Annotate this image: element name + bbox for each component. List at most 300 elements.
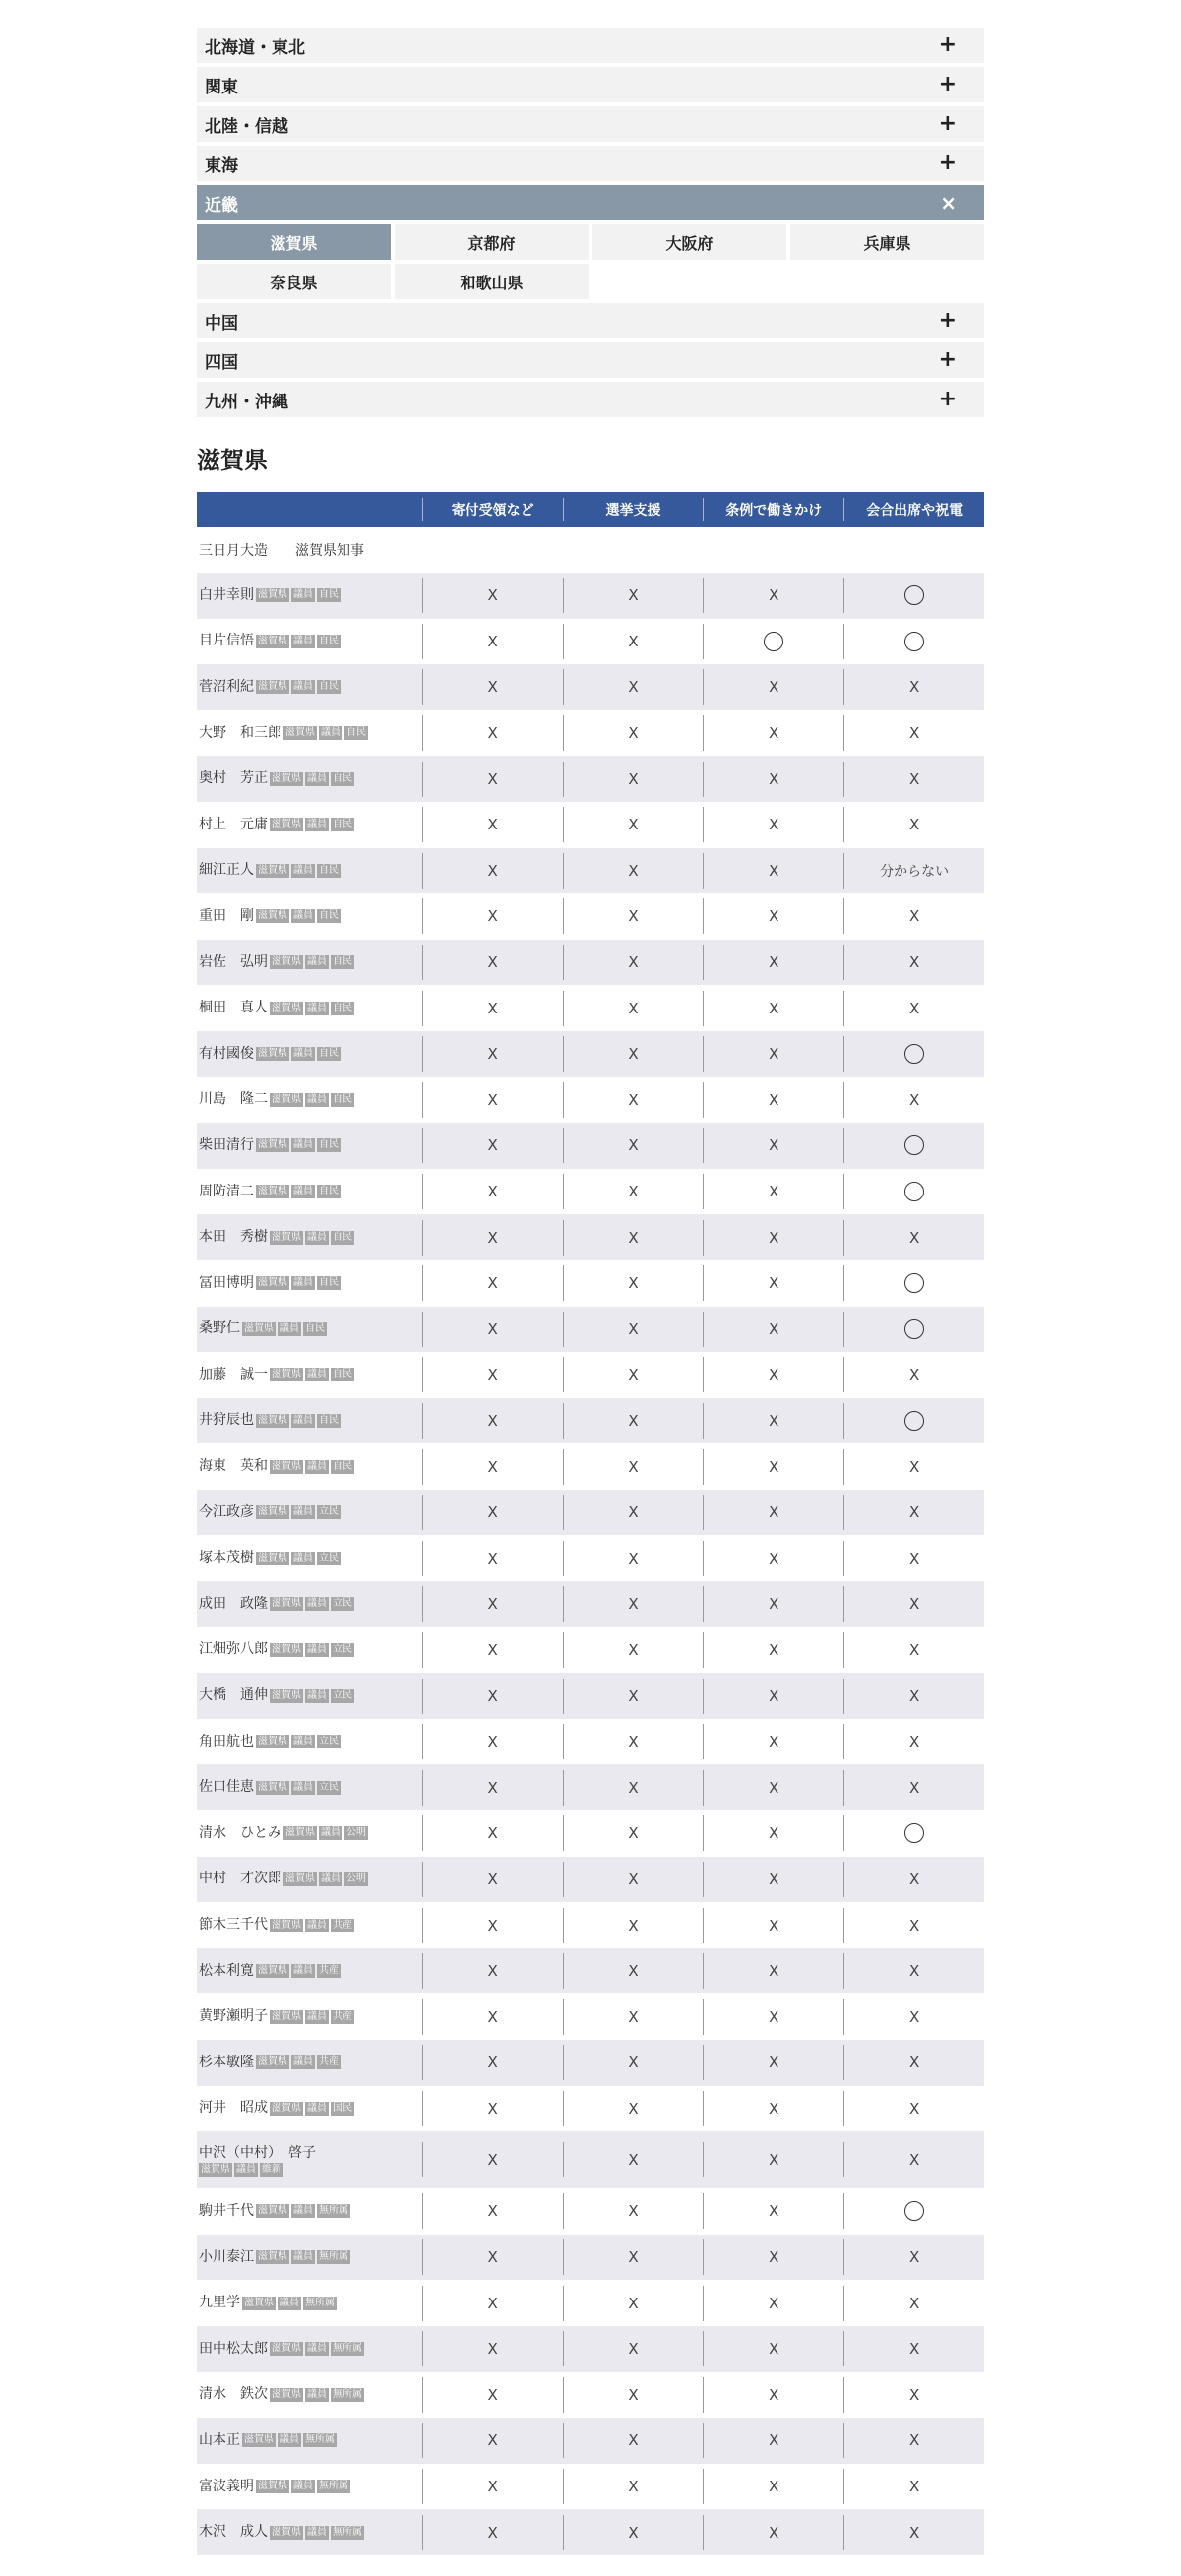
answer-cell bbox=[422, 1174, 563, 1209]
prefecture-button[interactable]: 京都府 bbox=[395, 224, 589, 260]
member-name[interactable]: 井狩辰也 bbox=[199, 1412, 254, 1429]
answer-value: X bbox=[908, 1962, 920, 1981]
member-name[interactable]: 本田 秀樹 bbox=[199, 1229, 268, 1246]
answer-cell bbox=[843, 715, 984, 751]
region-label: 九州・沖縄 bbox=[205, 392, 288, 412]
answer-cell bbox=[703, 807, 843, 842]
member-name[interactable]: 中村 才次郎 bbox=[199, 1871, 281, 1887]
member-name[interactable]: 有村國俊 bbox=[199, 1045, 254, 1062]
member-tags bbox=[268, 1597, 354, 1611]
member-tag: 滋賀県 bbox=[258, 1186, 287, 1197]
answer-value: X bbox=[487, 1549, 498, 1567]
table-row bbox=[197, 1123, 984, 1169]
member-tag: 自民 bbox=[333, 956, 352, 968]
member-tags bbox=[254, 909, 341, 923]
member-tag: 滋賀県 bbox=[272, 2388, 301, 2400]
member-tag: 議員 bbox=[307, 1369, 327, 1380]
answer-cell bbox=[422, 1632, 563, 1668]
answer-cell bbox=[563, 2239, 704, 2275]
answer-value: X bbox=[769, 769, 779, 788]
member-cell bbox=[197, 1319, 422, 1338]
plus-icon[interactable]: + bbox=[938, 111, 957, 136]
member-cell bbox=[197, 2007, 422, 2026]
answer-cell bbox=[563, 1128, 704, 1163]
member-tag: 議員 bbox=[321, 727, 341, 739]
answer-value: X bbox=[487, 2202, 498, 2221]
member-tag: 自民 bbox=[346, 727, 366, 739]
member-tag: 自民 bbox=[319, 1048, 339, 1060]
member-name[interactable]: 周防清二 bbox=[199, 1183, 254, 1199]
answer-cell bbox=[422, 1312, 563, 1347]
answer-cell bbox=[563, 945, 704, 980]
region-item[interactable] bbox=[197, 67, 984, 102]
answer-value: X bbox=[769, 861, 779, 880]
answer-cell bbox=[563, 1403, 704, 1439]
member-name[interactable]: 桐田 真人 bbox=[199, 1000, 268, 1016]
member-tag: 議員 bbox=[293, 864, 313, 876]
answer-cell bbox=[703, 991, 843, 1026]
answer-cell bbox=[843, 2469, 984, 2504]
answer-value: X bbox=[769, 1274, 779, 1293]
table-row bbox=[197, 1764, 984, 1810]
answer-value: X bbox=[487, 1411, 498, 1430]
member-name[interactable]: 江畑弥八郎 bbox=[199, 1641, 268, 1658]
member-name[interactable]: 岩佐 弘明 bbox=[199, 953, 268, 970]
member-name[interactable]: 山本正 bbox=[199, 2431, 240, 2448]
answer-value: X bbox=[487, 1778, 498, 1797]
answer-value: X bbox=[769, 1824, 779, 1843]
answer-cell bbox=[422, 1265, 563, 1301]
member-tags bbox=[254, 635, 341, 648]
member-tag: 議員 bbox=[293, 2205, 313, 2217]
answer-cell bbox=[703, 1632, 843, 1668]
answer-cell bbox=[563, 2515, 704, 2550]
answer-cell bbox=[843, 2423, 984, 2458]
member-tag: 議員 bbox=[293, 2481, 313, 2492]
member-tags bbox=[268, 818, 354, 831]
answer-cell bbox=[422, 2045, 563, 2080]
answer-value: X bbox=[487, 861, 498, 880]
answer-cell bbox=[843, 1679, 984, 1714]
member-tag: 議員 bbox=[280, 1322, 299, 1334]
answer-value: X bbox=[769, 678, 779, 697]
prefecture-button[interactable]: 奈良県 bbox=[197, 264, 391, 299]
member-name[interactable]: 村上 元庸 bbox=[199, 816, 268, 832]
plus-icon[interactable]: + bbox=[938, 308, 957, 333]
region-item[interactable] bbox=[197, 382, 984, 417]
answer-cell bbox=[563, 1357, 704, 1392]
table-row bbox=[197, 1077, 984, 1124]
answer-cell bbox=[703, 1449, 843, 1485]
member-cell bbox=[197, 1962, 422, 1981]
header-election-support: 選挙支援 bbox=[563, 498, 704, 521]
member-tags bbox=[268, 1689, 354, 1703]
member-name[interactable]: 中沢（中村） 啓子 bbox=[199, 2144, 316, 2161]
section-title: 滋賀県 bbox=[197, 447, 268, 474]
member-name[interactable]: 九里学 bbox=[199, 2295, 240, 2311]
member-tag: 滋賀県 bbox=[258, 1048, 287, 1060]
answer-value: X bbox=[628, 2248, 639, 2267]
answer-cell bbox=[703, 2331, 843, 2366]
member-tag: 議員 bbox=[307, 1231, 327, 1243]
member-cell bbox=[197, 1090, 422, 1109]
member-tag: 共産 bbox=[333, 2010, 352, 2022]
answer-cell bbox=[703, 2515, 843, 2550]
answer-value: X bbox=[769, 1687, 779, 1705]
member-tag: 無所属 bbox=[305, 2434, 335, 2446]
governor-name: 三日月大造 bbox=[199, 543, 268, 559]
member-name[interactable]: 大橋 通伸 bbox=[199, 1687, 268, 1704]
member-tags bbox=[254, 1414, 341, 1428]
member-tag: 議員 bbox=[293, 1736, 313, 1748]
table-row bbox=[197, 1535, 984, 1581]
member-tag: 議員 bbox=[293, 1186, 313, 1197]
answer-cell bbox=[843, 624, 984, 659]
answer-cell bbox=[703, 1953, 843, 1989]
circle-mark-icon bbox=[904, 585, 924, 605]
answer-value: X bbox=[908, 907, 920, 926]
member-name[interactable]: 川島 隆二 bbox=[199, 1091, 268, 1108]
member-tag: 滋賀県 bbox=[258, 910, 287, 922]
answer-value: X bbox=[487, 1136, 498, 1155]
member-cell bbox=[197, 1136, 422, 1155]
region-label: 北海道・東北 bbox=[205, 37, 305, 58]
answer-value: X bbox=[487, 1870, 498, 1888]
answer-cell bbox=[422, 991, 563, 1026]
answer-value: X bbox=[908, 953, 920, 972]
circle-mark-icon bbox=[764, 632, 783, 651]
answer-value: X bbox=[487, 678, 498, 697]
member-name[interactable]: 松本利寛 bbox=[199, 1962, 254, 1979]
member-tag: 議員 bbox=[293, 1277, 313, 1289]
answer-value: X bbox=[769, 2431, 779, 2450]
member-tag: 議員 bbox=[321, 1827, 341, 1839]
member-name[interactable]: 海東 英和 bbox=[199, 1458, 268, 1475]
member-tag: 議員 bbox=[293, 681, 313, 693]
member-tag: 滋賀県 bbox=[258, 2481, 287, 2492]
answer-cell bbox=[843, 2239, 984, 2275]
answer-cell bbox=[703, 1082, 843, 1118]
answer-cell bbox=[422, 1449, 563, 1485]
answer-cell bbox=[563, 1449, 704, 1485]
member-name[interactable]: 菅沼利紀 bbox=[199, 678, 254, 695]
answer-value: X bbox=[769, 2385, 779, 2404]
member-tags bbox=[254, 1552, 341, 1565]
answer-cell bbox=[563, 2469, 704, 2504]
answer-value: 分からない bbox=[880, 863, 950, 880]
circle-mark-icon bbox=[904, 1182, 924, 1201]
member-cell bbox=[197, 1366, 422, 1384]
answer-cell bbox=[843, 2091, 984, 2126]
answer-cell bbox=[563, 1632, 704, 1668]
region-kinki[interactable] bbox=[197, 185, 984, 220]
answer-cell bbox=[843, 2193, 984, 2229]
answer-cell bbox=[703, 2045, 843, 2080]
answer-cell bbox=[422, 898, 563, 934]
answer-value: X bbox=[908, 2523, 920, 2542]
prefecture-grid bbox=[197, 224, 984, 299]
member-tag: 滋賀県 bbox=[258, 1139, 287, 1151]
answer-value: X bbox=[908, 999, 920, 1017]
answer-value: X bbox=[487, 724, 498, 743]
answer-value: X bbox=[769, 1411, 779, 1430]
member-cell bbox=[197, 1549, 422, 1567]
answer-cell bbox=[843, 1770, 984, 1806]
plus-icon[interactable]: + bbox=[938, 32, 957, 57]
answer-cell bbox=[563, 1815, 704, 1851]
answer-cell bbox=[843, 1265, 984, 1301]
member-name[interactable]: 目片信悟 bbox=[199, 633, 254, 649]
member-tag: 議員 bbox=[307, 819, 327, 830]
member-tags bbox=[254, 1047, 341, 1061]
prefecture-button[interactable]: 滋賀県 bbox=[197, 224, 391, 260]
plus-icon[interactable]: + bbox=[938, 151, 957, 175]
member-tag: 自民 bbox=[319, 1186, 339, 1197]
member-name[interactable]: 奥村 芳正 bbox=[199, 770, 268, 787]
answer-value: X bbox=[628, 816, 639, 834]
answer-value: X bbox=[769, 1640, 779, 1659]
answer-value: X bbox=[769, 1503, 779, 1522]
answer-cell bbox=[703, 762, 843, 797]
answer-cell bbox=[422, 1908, 563, 1943]
member-cell bbox=[197, 953, 422, 972]
member-name[interactable]: 重田 剛 bbox=[199, 907, 254, 924]
member-name[interactable]: 細江正人 bbox=[199, 862, 254, 879]
member-tag: 滋賀県 bbox=[272, 1689, 301, 1701]
member-name[interactable]: 駒井千代 bbox=[199, 2202, 254, 2219]
answer-cell bbox=[843, 1220, 984, 1256]
member-tag: 立民 bbox=[319, 1781, 339, 1793]
member-tags bbox=[254, 2250, 350, 2264]
prefecture-button[interactable]: 兵庫県 bbox=[790, 224, 984, 260]
region-label: 関東 bbox=[205, 77, 238, 97]
member-tags bbox=[254, 1735, 341, 1748]
member-cell bbox=[197, 907, 422, 926]
answer-cell bbox=[843, 1449, 984, 1485]
region-item[interactable] bbox=[197, 342, 984, 378]
answer-value: X bbox=[769, 2294, 779, 2312]
member-name[interactable]: 加藤 誠一 bbox=[199, 1366, 268, 1382]
answer-cell bbox=[563, 624, 704, 659]
answer-value: X bbox=[487, 2151, 498, 2170]
member-tag: 維新 bbox=[262, 2163, 281, 2175]
region-label: 北陸・信越 bbox=[205, 116, 288, 137]
answer-cell bbox=[703, 2239, 843, 2275]
answer-cell bbox=[422, 853, 563, 889]
answer-value: X bbox=[628, 2294, 639, 2312]
member-tags bbox=[254, 2480, 350, 2493]
answer-value: X bbox=[769, 1733, 779, 1751]
answer-value: X bbox=[769, 1366, 779, 1384]
answer-cell bbox=[703, 853, 843, 889]
member-tag: 立民 bbox=[319, 1506, 339, 1518]
answer-cell bbox=[703, 1036, 843, 1072]
answer-cell bbox=[843, 578, 984, 613]
member-name[interactable]: 節木三千代 bbox=[199, 1917, 268, 1933]
member-name[interactable]: 清水 ひとみ bbox=[199, 1824, 281, 1841]
table-body bbox=[197, 573, 984, 2555]
member-name[interactable]: 佐口佳恵 bbox=[199, 1779, 254, 1796]
answer-cell bbox=[843, 1908, 984, 1943]
answer-value: X bbox=[628, 2431, 639, 2450]
member-cell bbox=[197, 1045, 422, 1064]
answer-cell bbox=[422, 578, 563, 613]
answer-cell bbox=[422, 1082, 563, 1118]
member-tags bbox=[199, 2163, 422, 2177]
member-tags bbox=[268, 1460, 354, 1474]
member-tags bbox=[240, 1322, 327, 1336]
answer-cell bbox=[563, 2286, 704, 2321]
answer-value: X bbox=[908, 1687, 920, 1705]
member-name[interactable]: 大野 和三郎 bbox=[199, 724, 281, 741]
member-tag: 立民 bbox=[333, 1689, 352, 1701]
member-name[interactable]: 白井幸則 bbox=[199, 586, 254, 603]
answer-cell bbox=[422, 2286, 563, 2321]
member-tags bbox=[254, 1964, 341, 1978]
answer-cell bbox=[563, 1862, 704, 1897]
member-tags bbox=[268, 1368, 354, 1381]
member-tags bbox=[281, 726, 368, 740]
member-tag: 滋賀県 bbox=[272, 819, 301, 830]
answer-cell bbox=[563, 853, 704, 889]
member-tag: 滋賀県 bbox=[201, 2163, 230, 2175]
answer-value: X bbox=[908, 1549, 920, 1567]
prefecture-button[interactable]: 大阪府 bbox=[592, 224, 786, 260]
answer-cell bbox=[703, 1679, 843, 1714]
answer-cell bbox=[422, 2331, 563, 2366]
member-cell bbox=[197, 1411, 422, 1430]
table-row bbox=[197, 2509, 984, 2555]
close-icon[interactable]: × bbox=[940, 191, 957, 215]
member-tags bbox=[268, 2526, 364, 2540]
answer-cell bbox=[422, 2423, 563, 2458]
member-tag: 共産 bbox=[319, 1965, 339, 1977]
member-tags bbox=[268, 1231, 354, 1245]
answer-value: X bbox=[487, 1824, 498, 1843]
member-tag: 議員 bbox=[293, 1414, 313, 1426]
member-tag: 滋賀県 bbox=[258, 1414, 287, 1426]
table-row bbox=[197, 1857, 984, 1903]
prefecture-button[interactable]: 和歌山県 bbox=[395, 264, 589, 299]
table-row bbox=[197, 848, 984, 894]
member-name[interactable]: 塚本茂樹 bbox=[199, 1550, 254, 1566]
member-cell bbox=[197, 678, 422, 697]
member-name[interactable]: 角田航也 bbox=[199, 1733, 254, 1749]
member-name[interactable]: 田中松太郎 bbox=[199, 2340, 268, 2357]
member-name[interactable]: 杉本敏隆 bbox=[199, 2054, 254, 2070]
member-name[interactable]: 今江政彦 bbox=[199, 1503, 254, 1520]
answer-cell bbox=[422, 1679, 563, 1714]
member-cell bbox=[197, 2248, 422, 2267]
region-accordion-bottom bbox=[197, 303, 984, 417]
answer-cell bbox=[703, 2377, 843, 2413]
answer-value: X bbox=[908, 2478, 920, 2496]
table-row bbox=[197, 1169, 984, 1215]
table-row bbox=[197, 2188, 984, 2235]
member-cell bbox=[197, 1870, 422, 1888]
answer-cell bbox=[843, 1815, 984, 1851]
member-tag: 議員 bbox=[293, 2056, 313, 2068]
member-tag: 滋賀県 bbox=[258, 2056, 287, 2068]
answer-value: X bbox=[769, 1319, 779, 1338]
region-item[interactable] bbox=[197, 106, 984, 142]
answer-cell bbox=[563, 2423, 704, 2458]
answer-value: X bbox=[628, 1228, 639, 1247]
member-tags bbox=[254, 1185, 341, 1198]
answer-cell bbox=[422, 1999, 563, 2035]
member-tag: 立民 bbox=[319, 1552, 339, 1564]
header-donation: 寄付受領など bbox=[422, 498, 563, 521]
member-name[interactable]: 富波義明 bbox=[199, 2478, 254, 2494]
answer-cell bbox=[843, 1862, 984, 1897]
member-name[interactable]: 小川泰江 bbox=[199, 2248, 254, 2265]
answer-value: X bbox=[487, 1228, 498, 1247]
answer-value: X bbox=[628, 1457, 639, 1476]
answer-value: X bbox=[908, 2385, 920, 2404]
plus-icon[interactable]: + bbox=[938, 347, 957, 372]
region-item[interactable] bbox=[197, 303, 984, 338]
answer-cell bbox=[422, 2239, 563, 2275]
answer-cell bbox=[843, 1586, 984, 1622]
member-tag: 滋賀県 bbox=[272, 2343, 301, 2355]
answer-cell bbox=[843, 1174, 984, 1209]
answer-cell bbox=[843, 1999, 984, 2035]
member-name[interactable]: 河井 昭成 bbox=[199, 2100, 268, 2116]
member-tag: 滋賀県 bbox=[272, 956, 301, 968]
member-tag: 議員 bbox=[307, 1689, 327, 1701]
governor-title: 滋賀県知事 bbox=[295, 543, 364, 559]
member-tags bbox=[240, 2297, 337, 2310]
table-row bbox=[197, 619, 984, 665]
answer-value: X bbox=[487, 1090, 498, 1109]
member-tag: 自民 bbox=[333, 772, 352, 784]
answer-value: X bbox=[769, 1228, 779, 1247]
member-cell bbox=[197, 2144, 422, 2177]
table-row bbox=[197, 664, 984, 710]
answer-cell bbox=[703, 1541, 843, 1576]
member-name[interactable]: 成田 政隆 bbox=[199, 1595, 268, 1612]
answer-cell bbox=[843, 2286, 984, 2321]
member-name[interactable]: 冨田博明 bbox=[199, 1274, 254, 1291]
member-tags bbox=[268, 2010, 354, 2024]
answer-cell bbox=[563, 1220, 704, 1256]
member-name[interactable]: 桑野仁 bbox=[199, 1320, 240, 1337]
answer-value: X bbox=[628, 1733, 639, 1751]
plus-icon[interactable]: + bbox=[938, 387, 957, 411]
answer-value: X bbox=[908, 724, 920, 743]
answer-value: X bbox=[487, 1319, 498, 1338]
member-name[interactable]: 木沢 成人 bbox=[199, 2524, 268, 2541]
answer-cell bbox=[563, 1679, 704, 1714]
region-item[interactable] bbox=[197, 146, 984, 181]
member-name[interactable]: 清水 鉄次 bbox=[199, 2386, 268, 2403]
answer-cell bbox=[703, 1220, 843, 1256]
member-tag: 議員 bbox=[236, 2163, 256, 2175]
member-name[interactable]: 黄野瀬明子 bbox=[199, 2008, 268, 2025]
answer-cell bbox=[563, 1770, 704, 1806]
member-cell bbox=[197, 2478, 422, 2496]
answer-cell bbox=[563, 1999, 704, 2035]
answer-value: X bbox=[769, 724, 779, 743]
answer-value: X bbox=[628, 632, 639, 650]
region-item[interactable] bbox=[197, 28, 984, 63]
answer-value: X bbox=[908, 2294, 920, 2312]
answer-cell bbox=[703, 1403, 843, 1439]
member-name[interactable]: 柴田清行 bbox=[199, 1136, 254, 1153]
answer-cell bbox=[422, 2515, 563, 2550]
plus-icon[interactable]: + bbox=[938, 72, 957, 96]
answer-cell bbox=[843, 2331, 984, 2366]
